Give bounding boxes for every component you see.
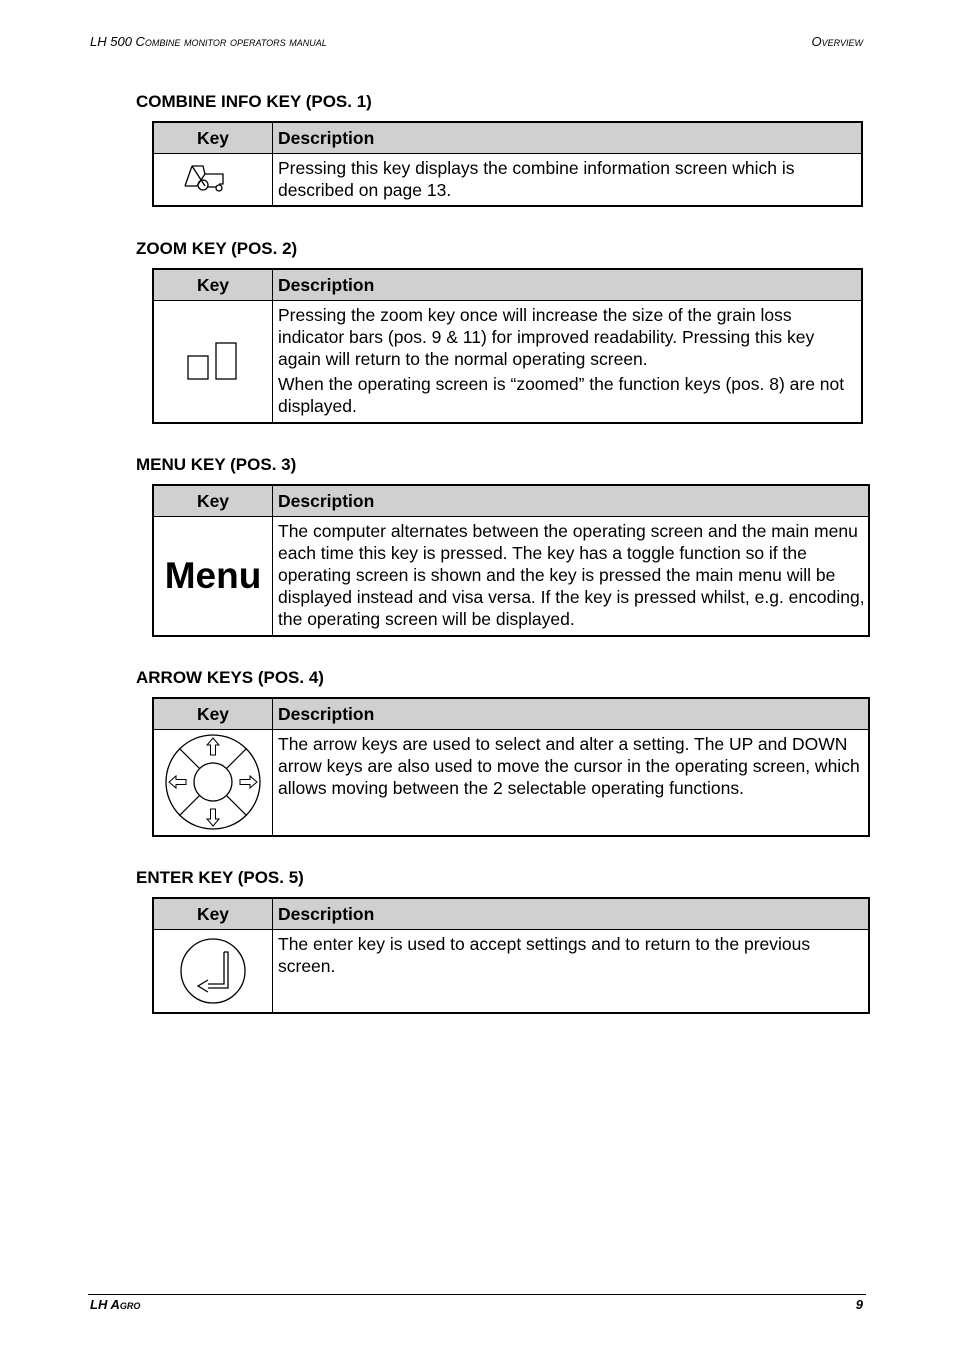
arrow-keypad-icon — [163, 732, 263, 832]
key-cell — [153, 300, 273, 423]
description-cell: Pressing this key displays the combine information screen which is described on page 13. — [273, 153, 863, 206]
key-column-header: Key — [153, 485, 273, 516]
section-title-menu: MENU KEY (POS. 3) — [136, 455, 297, 474]
section-title-arrow-keys: ARROW KEYS (POS. 4) — [136, 668, 324, 687]
running-header-section: Overview — [811, 34, 863, 49]
description-cell: Pressing the zoom key once will increase the size of the grain loss indicator bars (pos. 9 & 11) for improved readability. Pressing this key again will return to the normal operating screen. When the operating screen is “zoomed” the function keys (pos. 8) are not displayed. — [273, 300, 863, 423]
description-cell: The arrow keys are used to select and alter a setting. The UP and DOWN arrow keys are also used to move the cursor in the operating screen, which allows moving between the 2 selectable operating functions. — [273, 729, 870, 836]
enter-key-table — [152, 897, 870, 1014]
zoom-icon — [186, 341, 240, 381]
key-column-header: Key — [153, 898, 273, 929]
key-cell — [153, 729, 273, 836]
combine-icon — [183, 162, 243, 196]
key-cell — [153, 516, 273, 636]
arrow-keys-table — [152, 697, 870, 837]
description-cell: The computer alternates between the operating screen and the main menu each time this key is pressed. The key has a toggle function so if the operating screen is shown and the key is pressed the main menu will be displayed instead and visa versa. If the key is pressed whilst, e.g. encoding, the operating screen will be displayed. — [273, 516, 870, 636]
section-title-enter: ENTER KEY (POS. 5) — [136, 868, 304, 887]
description-cell: The enter key is used to accept settings and to return to the previous screen. — [273, 929, 870, 1013]
menu-key-table — [152, 484, 870, 637]
section-title-zoom: ZOOM KEY (POS. 2) — [136, 239, 298, 258]
menu-key-label: Menu — [164, 555, 262, 597]
section-title-combine-info: COMBINE INFO KEY (POS. 1) — [136, 92, 372, 111]
description-column-header: Description — [273, 698, 870, 729]
key-cell — [153, 153, 273, 206]
page-number: 9 — [855, 1297, 863, 1312]
description-column-header: Description — [273, 122, 863, 153]
description-column-header: Description — [273, 485, 870, 516]
key-column-header: Key — [153, 269, 273, 300]
zoom-key-table — [152, 268, 863, 424]
footer-company: LH Agro — [90, 1297, 141, 1312]
key-column-header: Key — [153, 698, 273, 729]
combine-info-key-table — [152, 121, 863, 207]
description-column-header: Description — [273, 269, 863, 300]
running-header-title: LH 500 Combine monitor operators manual — [90, 34, 327, 49]
footer-divider — [88, 1294, 866, 1295]
key-cell — [153, 929, 273, 1013]
key-column-header: Key — [153, 122, 273, 153]
description-column-header: Description — [273, 898, 870, 929]
enter-icon — [178, 936, 248, 1006]
